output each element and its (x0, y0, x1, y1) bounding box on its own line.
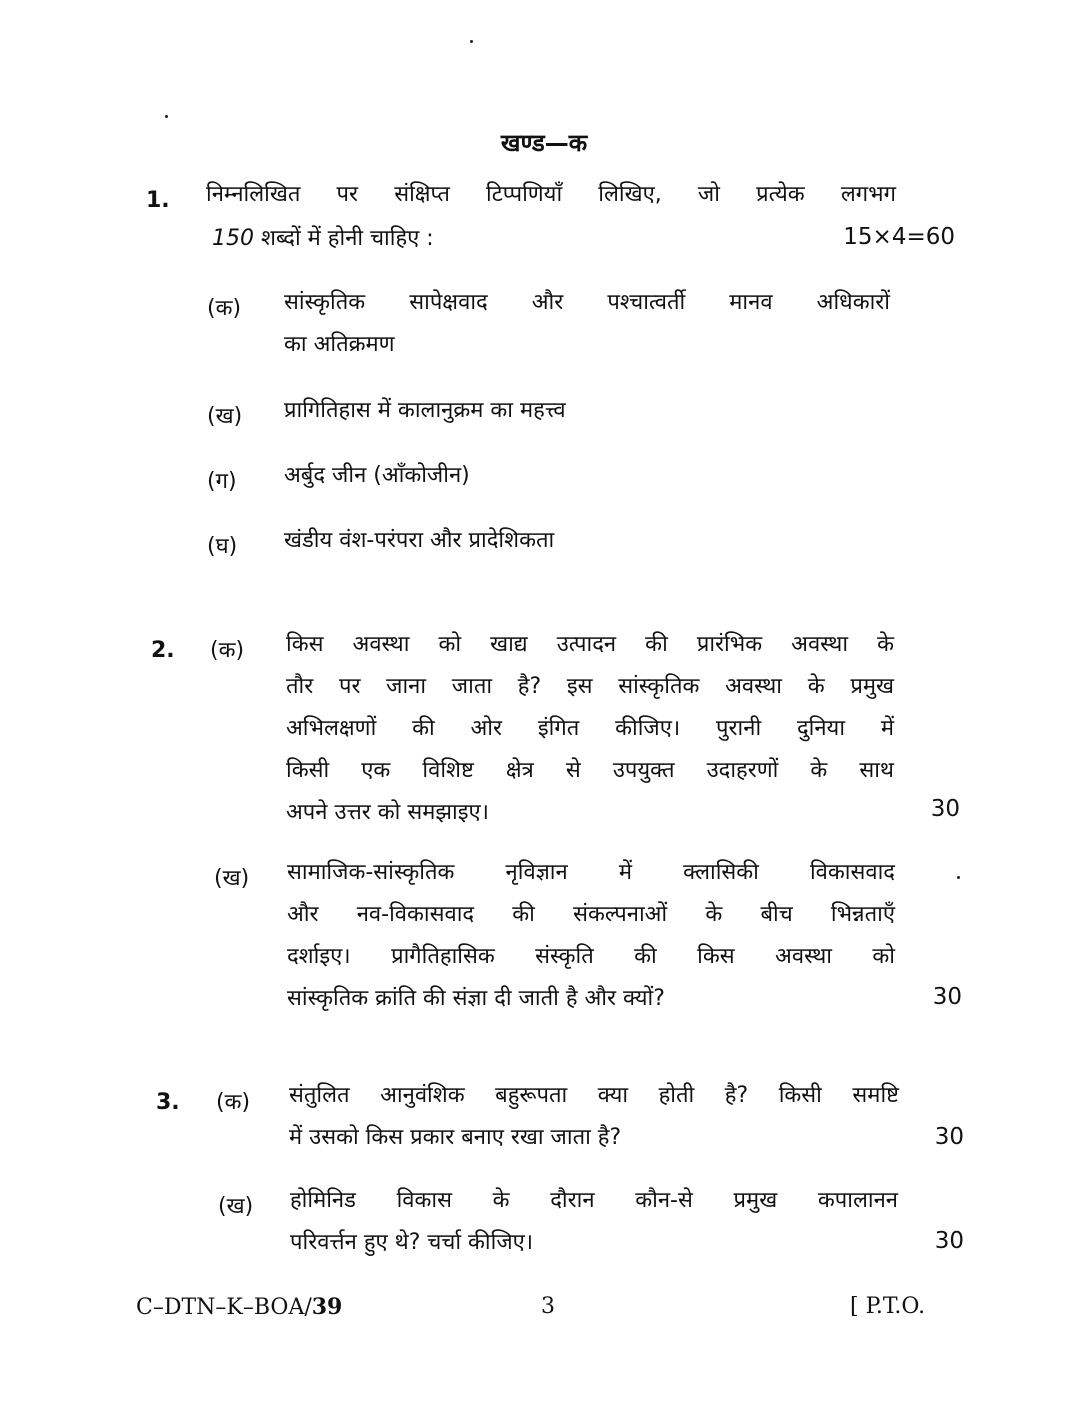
q1-part-ka-line1: सांस्कृतिक सापेक्षवाद और पश्चात्वर्ती मानव अधिकारों (284, 290, 890, 315)
q1-part-ka-label: (क) (207, 296, 242, 321)
q2-part-kha-label: (ख) (214, 866, 250, 891)
q3-part-kha-label: (ख) (218, 1194, 254, 1219)
question-1-marks: 15×4=60 (843, 224, 955, 250)
q3-part-ka-line2: में उसको किस प्रकार बनाए रखा जाता है? (289, 1125, 622, 1150)
q2-part-ka-line2: तौर पर जाना जाता है? इस सांस्कृतिक अवस्था के प्रमुख (286, 674, 894, 699)
q1-part-ga-label: (ग) (207, 469, 237, 494)
q2-part-ka-label: (क) (210, 638, 245, 663)
paper-code (136, 1294, 342, 1320)
q3-part-ka-line1: संतुलित आनुवंशिक बहुरूपता क्या होती है? किसी समष्टि (289, 1083, 899, 1108)
q1-part-kha-text: प्रागितिहास में कालानुक्रम का महत्त्व (284, 398, 566, 423)
q3-part-kha-marks: 30 (934, 1228, 964, 1254)
page-number: 3 (541, 1294, 555, 1319)
scan-speck (165, 115, 168, 118)
scan-speck (470, 40, 473, 43)
q2-part-kha-line4: सांस्कृतिक क्रांति की संज्ञा दी जाती है और क्यों? (287, 986, 665, 1011)
q1-part-kha-label: (ख) (207, 404, 243, 429)
q3-part-ka-marks: 30 (934, 1124, 964, 1150)
q1-part-gha-text: खंडीय वंश-परंपरा और प्रादेशिकता (284, 528, 555, 553)
question-2-number: 2. (151, 638, 175, 663)
section-heading: खण्ड—क (500, 129, 588, 157)
q2-part-kha-marks: 30 (932, 984, 962, 1010)
q2-part-kha-line1: सामाजिक-सांस्कृतिक नृविज्ञान में क्लासिकी विकासवाद (287, 860, 895, 885)
q2-part-ka-line5: अपने उत्तर को समझाइए। (286, 800, 490, 825)
q2-part-ka-line1: किस अवस्था को खाद्य उत्पादन की प्रारंभिक अवस्था के (286, 632, 894, 657)
paper-code-suffix: 39 (311, 1294, 343, 1320)
q2-part-kha-line2: और नव-विकासवाद की संकल्पनाओं के बीच भिन्नताएँ (287, 902, 895, 927)
q2-part-ka-marks: 30 (930, 796, 960, 822)
question-1-text-line1: निम्नलिखित पर संक्षिप्त टिप्पणियाँ लिखिए, जो प्रत्येक लगभग (206, 182, 896, 207)
q1-part-ka-line2: का अतिक्रमण (284, 332, 395, 357)
please-turn-over: [ P.T.O. (850, 1294, 926, 1319)
q3-part-ka-label: (क) (216, 1090, 251, 1115)
q3-part-kha-line1: होमिनिड विकास के दौरान कौन-से प्रमुख कपालानन (290, 1188, 898, 1213)
question-1-text-line2 (212, 224, 434, 254)
q2-part-kha-line3: दर्शाइए। प्रागैतिहासिक संस्कृति की किस अवस्था को (287, 944, 895, 969)
word-count: 150 (212, 226, 254, 251)
q2-part-ka-line4: किसी एक विशिष्ट क्षेत्र से उपयुक्त उदाहरणों के साथ (286, 758, 894, 783)
question-1-number: 1. (146, 188, 170, 213)
word-count-text: शब्दों में होनी चाहिए : (261, 226, 434, 251)
paper-code-prefix: C–DTN–K–BOA/ (136, 1295, 312, 1320)
q3-part-kha-line2: परिवर्त्तन हुए थे? चर्चा कीजिए। (290, 1230, 534, 1255)
question-3-number: 3. (156, 1090, 180, 1115)
q1-part-gha-label: (घ) (207, 534, 238, 559)
scan-speck (957, 876, 960, 879)
q1-part-ga-text: अर्बुद जीन (ऑंकोजीन) (284, 463, 470, 488)
q2-part-ka-line3: अभिलक्षणों की ओर इंगित कीजिए। पुरानी दुनिया में (286, 716, 894, 741)
